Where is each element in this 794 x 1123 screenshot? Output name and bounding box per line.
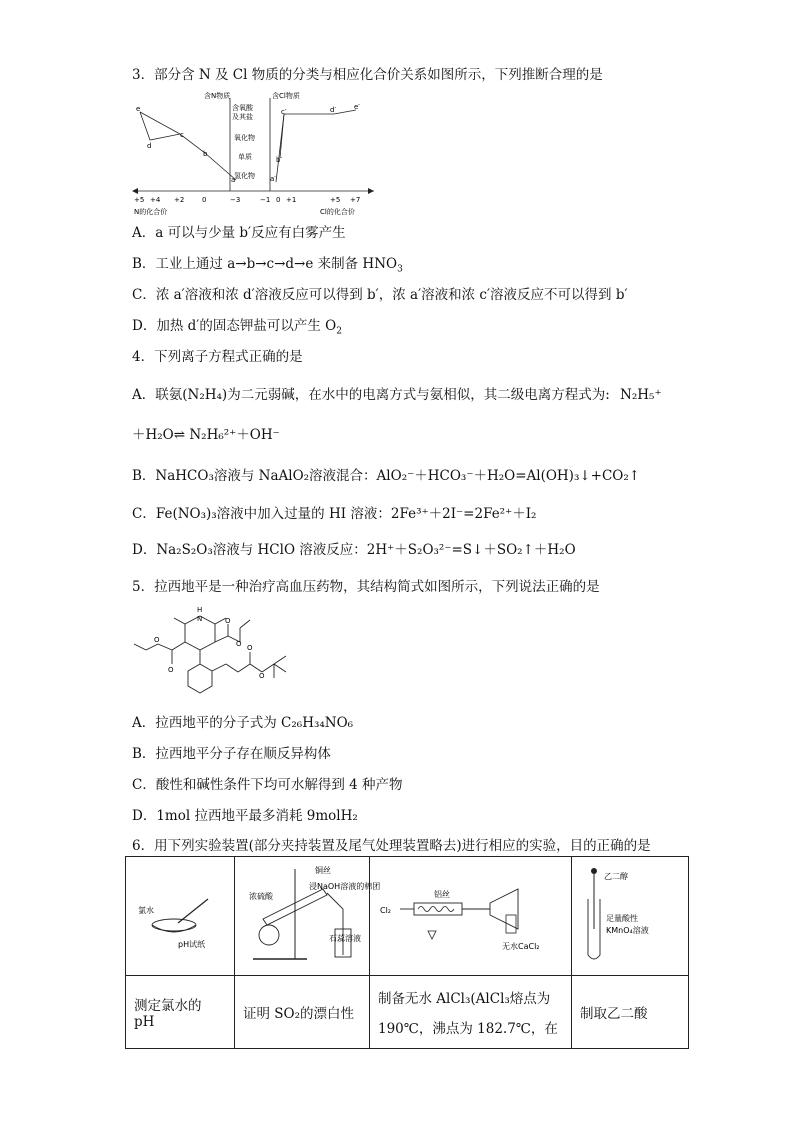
cl-curve <box>276 110 356 182</box>
point-label-e: e <box>136 105 141 113</box>
axis-arrow-left-icon <box>132 188 138 194</box>
oxalic-acid-apparatus <box>580 859 680 969</box>
purpose-cell-3-line2: 190℃，沸点为 182.7℃，在 <box>378 1021 558 1037</box>
point-label-c: c <box>180 131 184 139</box>
axis-arrow-right-icon <box>368 188 374 194</box>
n-tick: 0 <box>202 196 207 204</box>
label-conc-sulfuric-acid: 浓硫酸 <box>249 892 273 901</box>
label-chlorine-water: 氯水 <box>138 906 154 915</box>
atom-label: O <box>247 644 253 652</box>
q3-valence-figure <box>130 88 380 220</box>
q5-option-c: C．酸性和碱性条件下均可水解得到 4 种产物 <box>132 777 403 793</box>
point-label-d-prime: d′ <box>330 106 337 114</box>
label-ph-paper: pH试纸 <box>178 940 206 949</box>
apparatus-cell-3 <box>370 857 572 976</box>
q4-option-a-line2: ＋H₂O⇌ N₂H₆²⁺＋OH⁻ <box>132 427 280 443</box>
n-title: 含N物质 <box>204 92 231 100</box>
n-axis-label: N的化合价 <box>134 208 168 216</box>
purpose-cell-1: 测定氯水的 pH <box>126 976 235 1049</box>
class-label: 氢化物 <box>234 172 255 180</box>
cl-tick: +7 <box>350 196 361 204</box>
point-label-c-prime: c′ <box>281 108 287 116</box>
cl-tick: −1 <box>260 196 271 204</box>
q3-stem: 3．部分含 N 及 Cl 物质的分类与相应化合价关系如图所示，下列推断合理的是 <box>132 67 603 83</box>
q5-option-b: B．拉西地平分子存在顺反异构体 <box>132 746 331 762</box>
class-label: 含氧酸 <box>232 104 253 112</box>
label-anhydrous-cacl2: 无水CaCl₂ <box>502 942 540 951</box>
point-label-b-prime: b′ <box>276 156 283 164</box>
apparatus-cell-4 <box>572 857 689 976</box>
cl-title: 含Cl物质 <box>272 92 300 100</box>
cl-axis-label: Cl的化合价 <box>320 208 355 216</box>
label-kmno4-solution: KMnO₄溶液 <box>606 926 649 935</box>
purpose-cell-3-line1: 制备无水 AlCl₃(AlCl₃熔点为 <box>378 991 551 1007</box>
atom-label: N <box>197 615 203 623</box>
chlorine-water-ph-apparatus <box>134 859 226 969</box>
atom-label: O <box>225 617 231 625</box>
class-label: 及其盐 <box>232 113 253 121</box>
purpose-cell-4: 制取乙二酸 <box>572 976 689 1049</box>
apparatus-cell-2 <box>235 857 381 976</box>
label-copper-wire: 铜丝 <box>315 866 331 875</box>
so2-bleaching-apparatus <box>243 859 381 969</box>
q4-option-d: D．Na₂S₂O₃溶液与 HClO 溶液反应：2H⁺＋S₂O₃²⁻=S↓＋SO₂↑＋H₂O <box>132 542 576 558</box>
n-curve-segment <box>140 112 180 134</box>
n-tick: +4 <box>150 196 161 204</box>
n-tick: −3 <box>230 196 241 204</box>
cl-tick: +1 <box>286 196 297 204</box>
q3-option-d: D．加热 d′的固态钾盐可以产生 $O_2$ <box>132 318 342 337</box>
n-tick: +5 <box>134 196 145 204</box>
purpose-cell-3 <box>370 976 572 1049</box>
alcl3-prep-apparatus <box>378 859 563 969</box>
apparatus-cell-1 <box>126 857 235 976</box>
class-label: 单质 <box>238 153 252 161</box>
label-naoh-cotton: 浸NaOH溶液的棉团 <box>309 882 381 891</box>
n-curve <box>140 112 236 180</box>
q3-option-a: A．a 可以与少量 b′反应有白雾产生 <box>132 225 346 241</box>
q6-apparatus-table <box>125 856 689 1049</box>
q5-structure-figure <box>130 606 300 706</box>
point-label-d: d <box>147 142 152 150</box>
label-excess-acidic: 足量酸性 <box>606 914 638 923</box>
cl-tick: +5 <box>330 196 341 204</box>
label-aluminum-wire: 铝丝 <box>434 890 450 899</box>
atom-label: O <box>236 640 242 648</box>
q3-option-b: B．工业上通过 a→b→c→d→e 来制备 $HNO_3$ <box>132 256 403 275</box>
label-ethylene-glycol: 乙二醇 <box>604 872 628 881</box>
atom-label: O <box>154 636 160 644</box>
atom-label: O <box>168 666 174 674</box>
q5-stem: 5．拉西地平是一种治疗高血压药物，其结构简式如图所示，下列说法正确的是 <box>132 579 600 595</box>
cl-tick: 0 <box>276 196 281 204</box>
label-litmus: 石蕊溶液 <box>329 934 361 943</box>
atom-label: H <box>197 606 203 614</box>
point-label-a-prime: a′ <box>270 175 276 183</box>
point-label-e-prime: e′ <box>354 103 360 111</box>
label-cl2: Cl₂ <box>380 906 392 915</box>
atom-label: O <box>259 672 265 680</box>
point-label-b: b <box>203 150 208 158</box>
q6-stem: 6．用下列实验装置(部分夹持装置及尾气处理装置略去)进行相应的实验，目的正确的是 <box>132 838 651 854</box>
n-tick: +2 <box>174 196 185 204</box>
q5-option-a: A．拉西地平的分子式为 C₂₆H₃₄NO₆ <box>132 715 354 731</box>
q5-option-d: D．1mol 拉西地平最多消耗 9molH₂ <box>132 808 358 824</box>
q4-option-b: B．NaHCO₃溶液与 NaAlO₂溶液混合：AlO₂⁻＋HCO₃⁻＋H₂O=Al(OH)₃↓+CO₂↑ <box>132 468 641 484</box>
point-label-a: a <box>231 176 236 184</box>
q3-option-c: C．浓 a′溶液和浓 d′溶液反应可以得到 b′，浓 a′溶液和浓 c′溶液反应不可以得到 b′ <box>132 287 628 303</box>
cl-curve-segment <box>280 114 284 158</box>
class-label: 氧化物 <box>234 134 255 142</box>
q4-stem: 4．下列离子方程式正确的是 <box>132 349 303 365</box>
q4-option-a-line1: A．联氨(N₂H₄)为二元弱碱，在水中的电离方式与氨相似，其二级电离方程式为: N₂H₅⁺ <box>132 387 662 403</box>
q4-option-c: C．Fe(NO₃)₃溶液中加入过量的 HI 溶液：2Fe³⁺＋2I⁻=2Fe²⁺＋I₂ <box>132 506 537 522</box>
purpose-cell-2: 证明 SO₂的漂白性 <box>235 976 370 1049</box>
